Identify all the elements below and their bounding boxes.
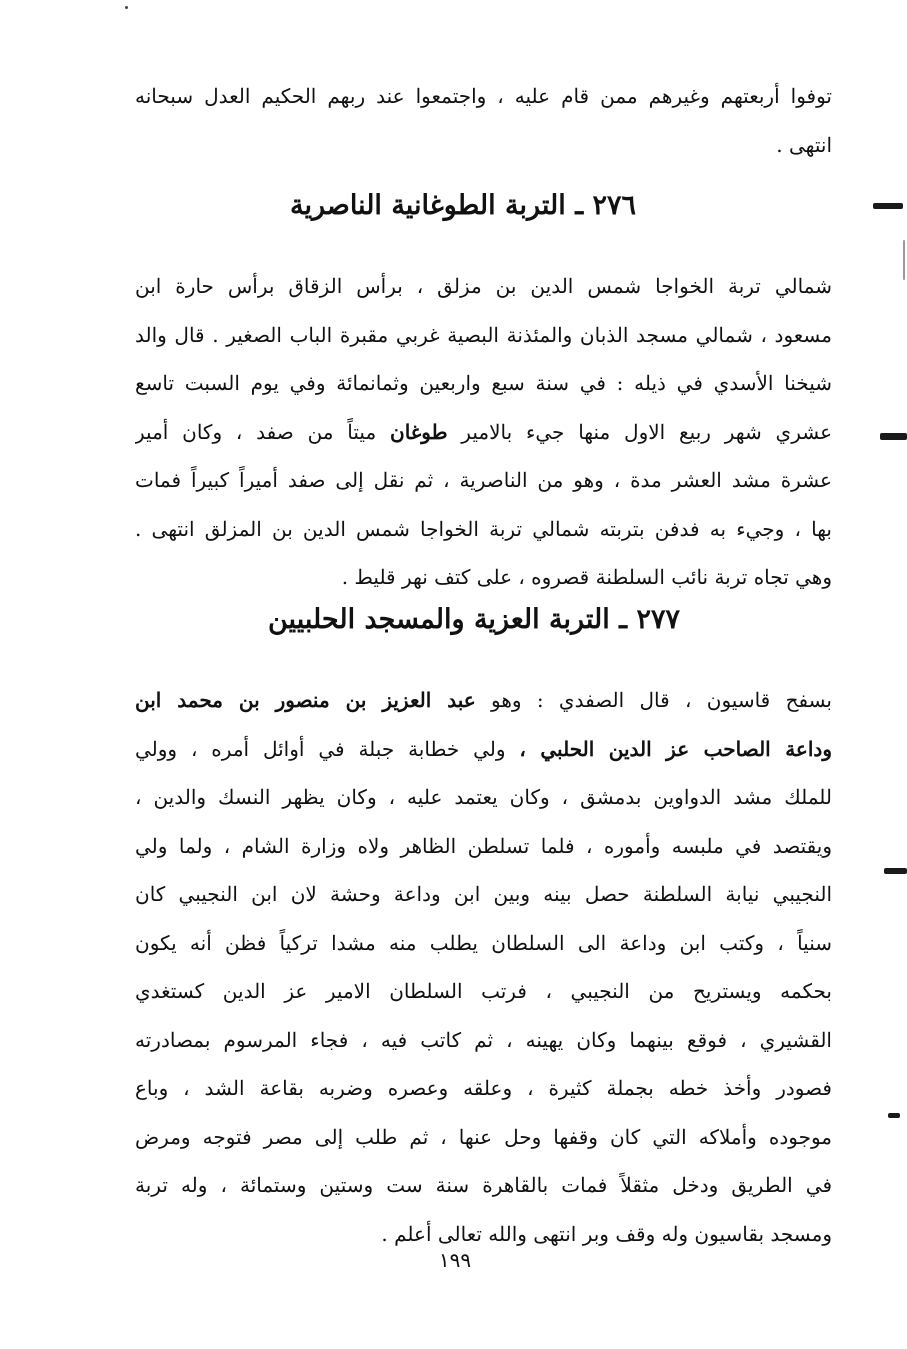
- text-line: شمالي تربة الخواجا شمس الدين بن مزلق ، برأس الزقاق برأس حارة ابن: [135, 274, 832, 298]
- text-line: وهي تجاه تربة نائب السلطنة قصروه ، على كتف نهر قليط .: [341, 565, 832, 589]
- intro-paragraph: [135, 72, 832, 169]
- text-line: وداعة الصاحب عز الدين الحلبي ، ولي خطابة جبلة في أوائل أمره ، وولي: [135, 736, 832, 761]
- bold-name: طوغان: [390, 419, 448, 444]
- section-277-paragraph: [135, 676, 832, 1258]
- margin-mark: [873, 203, 903, 209]
- text-line: فصودر وأخذ خطه بجملة كثيرة ، وعلقه وعصره وضربه بقاعة الشد ، وباع: [135, 1076, 832, 1100]
- text-line: النجيبي نيابة السلطنة حصل بينه وبين ابن وداعة وحشة لان ابن النجيبي كان: [135, 882, 832, 906]
- text-line: عشري شهر ربيع الاول منها جيء بالامير طوغان ميتاً من صفد ، وكان أمير: [135, 419, 832, 444]
- text-line: بحكمه ويستريح من النجيبي ، فرتب السلطان الامير عز الدين كستغدي: [135, 979, 832, 1003]
- text-line: ومسجد بقاسيون وله وقف وبر انتهى والله تعالى أعلم .: [381, 1221, 832, 1246]
- text-line: مسعود ، شمالي مسجد الذبان والمئذنة البصية غربي مقبرة الباب الصغير . قال والد: [135, 322, 832, 347]
- margin-mark: [880, 433, 907, 440]
- margin-mark: [903, 240, 905, 280]
- text-line: للملك مشد الدواوين بدمشق ، وكان يعتمد عليه ، وكان يظهر النسك والدين ،: [135, 785, 832, 809]
- text-line: في الطريق ودخل مثقلاً فمات بالقاهرة سنة ست وستين وستمائة ، وله تربة: [135, 1173, 832, 1197]
- text-line: القشيري ، فوقع بينهما وكان يهينه ، ثم كاتب فيه ، فجاء المرسوم بمصادرته: [135, 1027, 832, 1052]
- margin-mark: [888, 1113, 900, 1118]
- bold-name: وداعة الصاحب عز الدين الحلبي ،: [519, 736, 832, 761]
- text-line: شيخنا الأسدي في ذيله : في سنة سبع واربعين وثمانمائة وفي يوم السبت تاسع: [135, 371, 832, 395]
- section-heading-277: ٢٧٧ ـ التربة العزية والمسجد الحلبيين: [268, 604, 680, 635]
- text-line: عشرة مشد العشر مدة ، وهو من الناصرية ، ثم نقل إلى صفد أميراً كبيراً فمات: [135, 468, 832, 492]
- section-heading-276: ٢٧٦ ـ التربة الطوغانية الناصرية: [290, 190, 637, 221]
- text-line: سنياً ، وكتب ابن وداعة الى السلطان يطلب منه مشدا تركياً فظن أنه يكون: [135, 930, 832, 955]
- text-line: ويقتصد في ملبسه وأموره ، فلما تسلطن الظاهر ولاه وزارة الشام ، ولما ولي: [135, 833, 832, 858]
- text-line: موجوده وأملاكه التي كان وقفها وحل عنها ، ثم طلب إلى مصر فتوجه ومرض: [135, 1124, 832, 1149]
- text-line: انتهى .: [776, 132, 832, 157]
- scan-speck: [125, 6, 128, 9]
- section-276-paragraph: [135, 262, 832, 602]
- text-line: بها ، وجيء به فدفن بتربته شمالي تربة الخواجا شمس الدين بن المزلق انتهى .: [135, 516, 832, 541]
- text-line: توفوا أربعتهم وغيرهم ممن قام عليه ، واجتمعوا عند ربهم الحكيم العدل سبحانه: [135, 84, 832, 108]
- margin-mark: [884, 868, 907, 874]
- bold-name: عبد العزيز بن منصور بن محمد ابن: [135, 688, 476, 712]
- page-number: ١٩٩: [438, 1248, 472, 1272]
- text-line: بسفح قاسيون ، قال الصفدي : وهو عبد العزيز بن منصور بن محمد ابن: [135, 688, 832, 712]
